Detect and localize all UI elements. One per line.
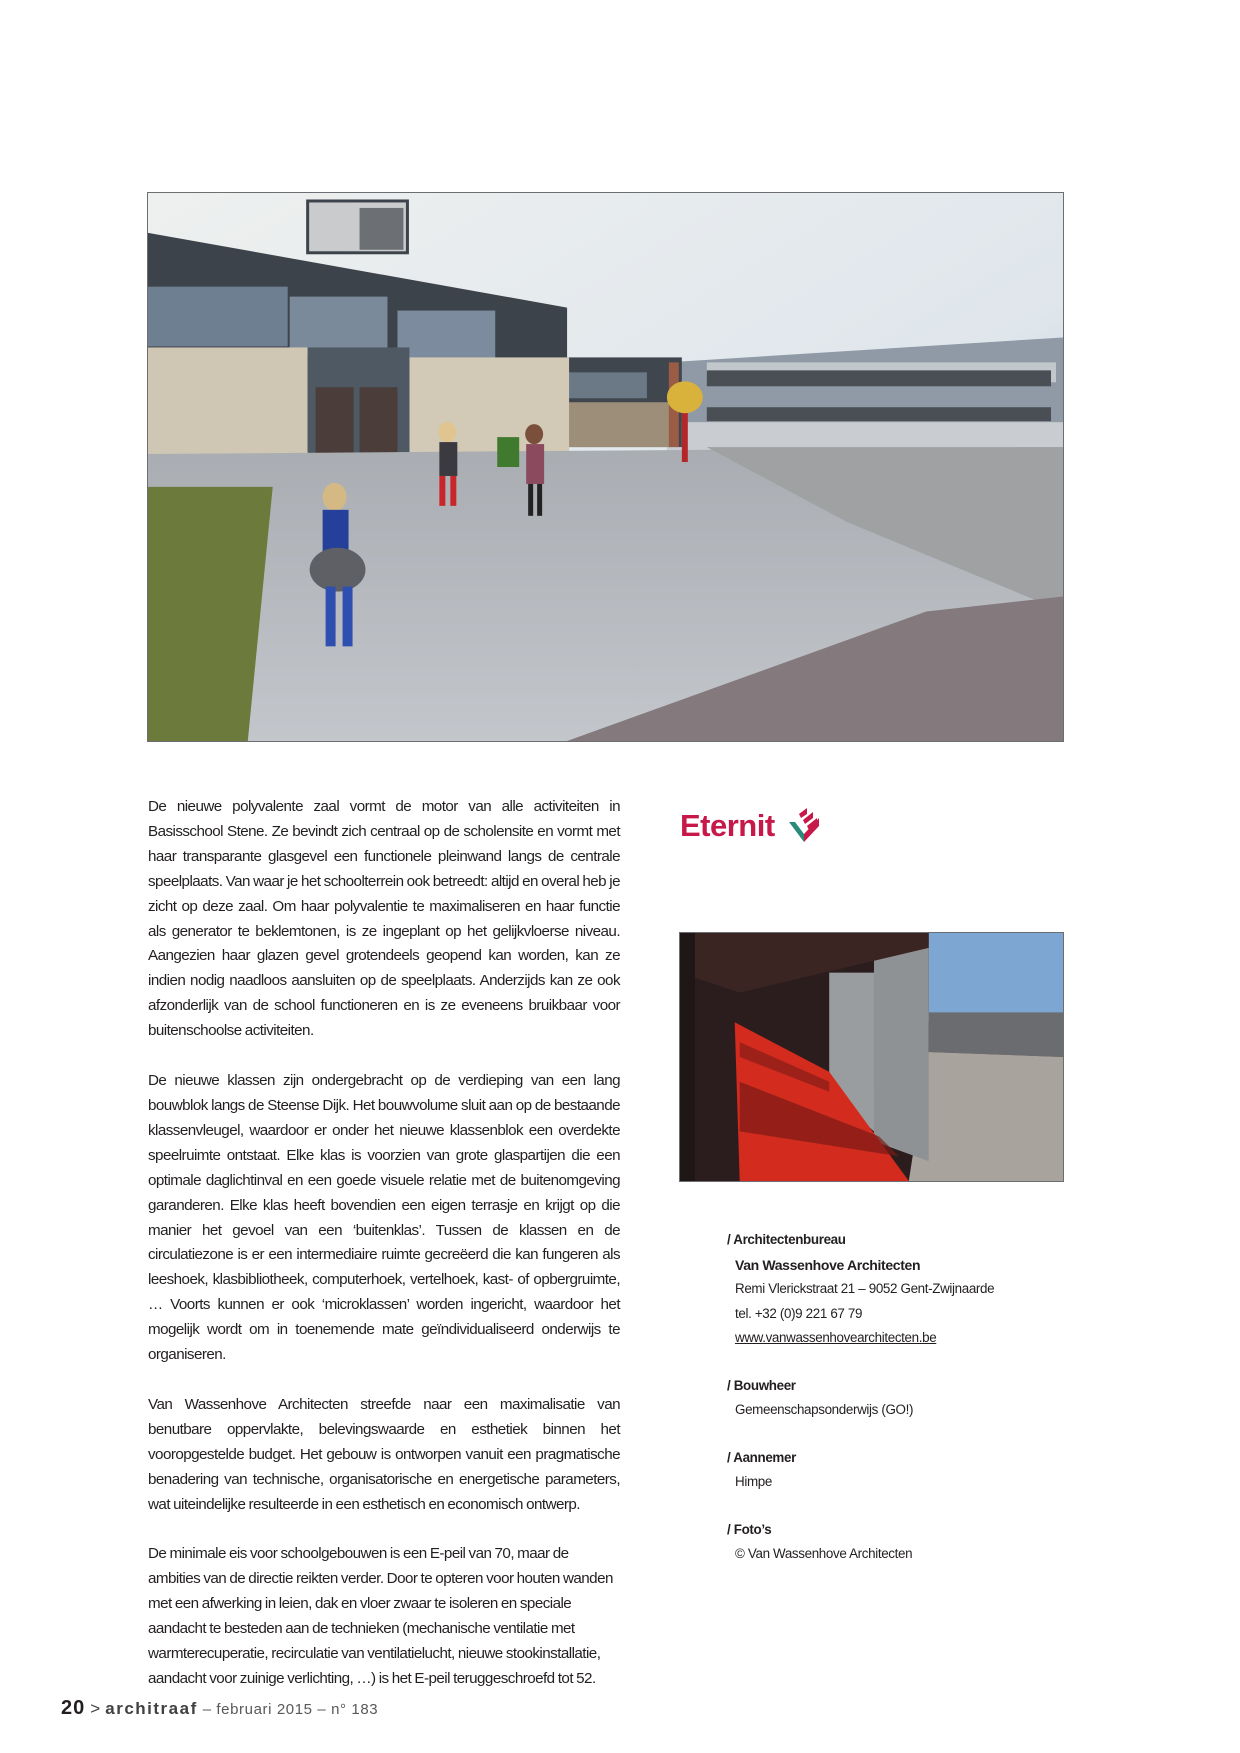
credit-heading: / Architectenbureau	[727, 1232, 846, 1247]
credit-architect	[727, 1228, 1057, 1351]
project-credits	[727, 1228, 1057, 1590]
architect-phone: tel. +32 (0)9 221 67 79	[735, 1305, 863, 1321]
eternit-logo-text: Eternit	[680, 808, 775, 843]
school-playground-photo	[147, 192, 1064, 742]
classroom-corridor-photo	[679, 932, 1064, 1182]
page-footer	[61, 1697, 378, 1720]
article-paragraph: De minimale eis voor schoolgebouwen is een E-peil van 70, maar de ambities van de directie reikten verder. Door te opteren voor houten wanden met een afwerking in leien, dak en vloer zwaar te isoleren en speciale aandacht te besteden aan de technieken (mechanische ventilatie met warmterecuperatie, recirculatie van ventilatielucht, nieuwe stookinstallatie, aandacht voor zuinige verlichting, …) is het E-peil teruggeschroefd tot 52.	[148, 1545, 613, 1687]
issue-info: – februari 2015 – n° 183	[202, 1701, 379, 1718]
corridor-photo-illustration	[680, 933, 1063, 1181]
contractor-name: Himpe	[735, 1474, 772, 1489]
article-body	[148, 795, 620, 1717]
magazine-name: architraaf	[105, 1699, 198, 1718]
credit-contractor	[727, 1446, 1057, 1495]
playground-photo-illustration	[148, 193, 1063, 741]
article-paragraph: De nieuwe polyvalente zaal vormt de motor van alle activiteiten in Basisschool Stene. Ze bevindt zich centraal op de scholensite en vormt met haar transparante glasgevel een functionele pleinwand langs de centrale speelplaats. Van waar je het schoolterrein ook betreedt: altijd en overal heb je zicht op deze zaal. Om haar polyvalentie te maximaliseren en haar functie als generator te beklemtonen, is ze ingeplant op het gelijkvloerse niveau. Aangezien haar glazen gevel grotendeels geopend kan worden, kan ze indien nodig naadloos aansluiten op de speelplaats. Anderzijds kan ze ook afzonderlijk van de school functioneren en is ze eveneens bruikbaar voor buitenschoolse activiteiten.	[148, 798, 620, 1040]
eternit-emblem-icon	[787, 808, 821, 844]
client-name: Gemeenschapsonderwijs (GO!)	[735, 1402, 914, 1417]
credit-heading: / Foto’s	[727, 1521, 772, 1537]
credit-client	[727, 1374, 1057, 1423]
architect-address: Remi Vlerickstraat 21 – 9052 Gent-Zwijnaarde	[735, 1281, 995, 1296]
photo-credit: © Van Wassenhove Architecten	[735, 1546, 913, 1561]
architect-website-link[interactable]: www.vanwassenhovearchitecten.be	[735, 1330, 937, 1345]
article-paragraph: Van Wassenhove Architecten streefde naar een maximalisatie van benutbare oppervlakte, belevingswaarde en esthetiek binnen het vooropgestelde budget. Het gebouw is ontworpen vanuit een pragmatische benadering van technische, organisatorische en energetische parameters, wat uiteindelijke resulteerde in een esthetisch en economisch ontwerp.	[148, 1395, 620, 1513]
footer-separator: >	[90, 1699, 101, 1718]
eternit-logo	[680, 806, 821, 846]
article-paragraph: De nieuwe klassen zijn ondergebracht op de verdieping van een lang bouwblok langs de Steense Dijk. Het bouwvolume sluit aan op de bestaande klassenvleugel, waardoor er onder het nieuwe klassenblok een overdekte speelruimte ontstaat. Elke klas is voorzien van grote glaspartijen die een optimale daglichtinval en een goede visuele relatie met de buitenomgeving garanderen. Elke klas heeft bovendien een eigen terrasje en krijgt op die manier het gevoel van een ‘buitenklas’. Tussen de klassen en de circulatiezone is er een intermediaire ruimte gecreëerd die kan fungeren als leeshoek, klasbibliotheek, computerhoek, vertelhoek, kast- of opbergruimte, … Voorts kunnen er ook ‘microklassen’ worden ingericht, waardoor het mogelijk wordt om in toenemende mate geïndividualiseerd onderwijs te organiseren.	[148, 1072, 620, 1364]
page-number: 20	[61, 1697, 86, 1719]
credit-heading: / Aannemer	[727, 1449, 796, 1465]
architect-name: Van Wassenhove Architecten	[735, 1256, 921, 1273]
credit-photos	[727, 1518, 1057, 1567]
credit-heading: / Bouwheer	[727, 1377, 796, 1393]
